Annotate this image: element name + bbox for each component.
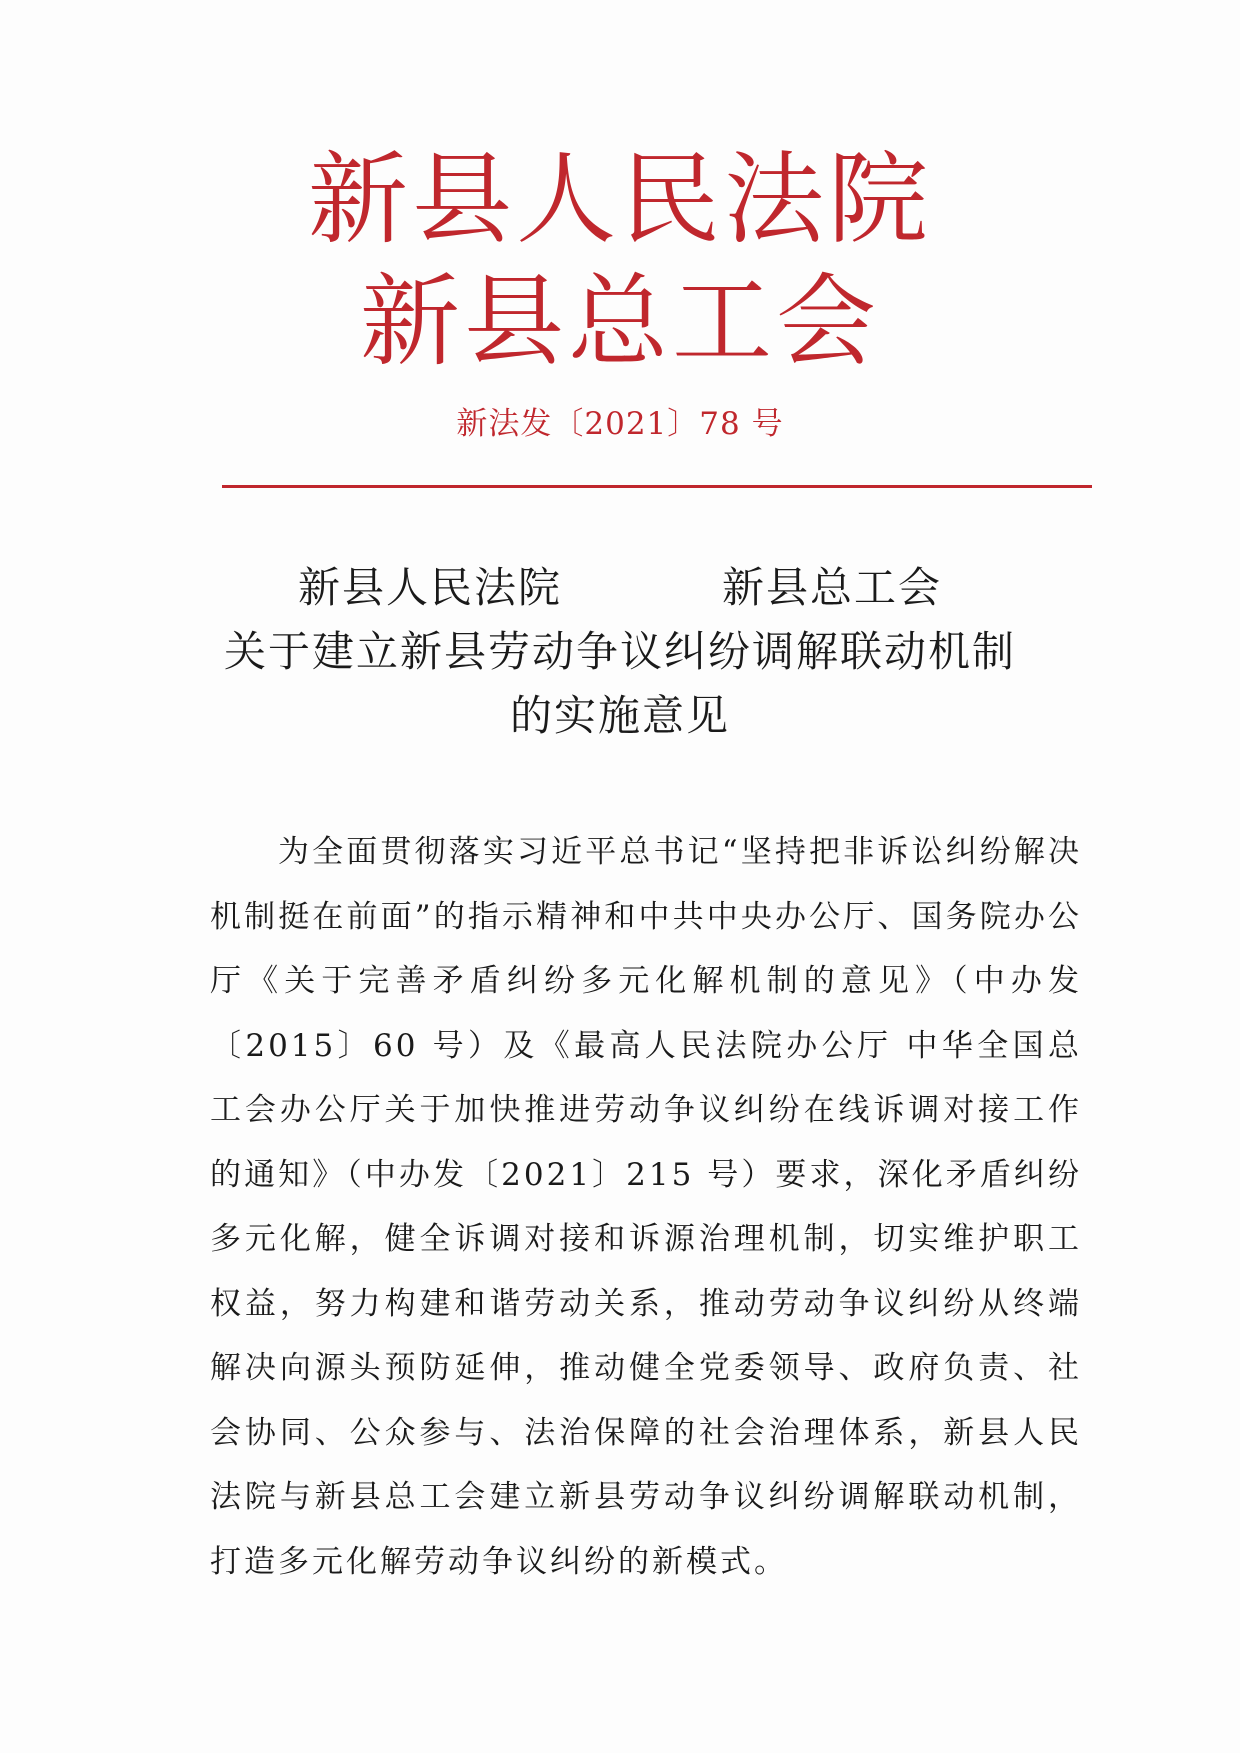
document-title-issuers (0, 560, 1240, 616)
title-org-court: 新县人民法院 (297, 563, 562, 612)
document-title-line-2: 关于建立新县劳动争议纠纷调解联动机制 (223, 627, 1016, 676)
document-number: 新法发〔2021〕78 号 (456, 406, 784, 442)
document-title-line-3: 的实施意见 (509, 691, 730, 740)
red-header-divider (222, 485, 1092, 488)
body-paragraph: 为全面贯彻落实习近平总书记“坚持把非诉讼纠纷解决机制挺在前面”的指示精神和中共中央办公厅、国务院办公厅《关于完善矛盾纠纷多元化解机制的意见》（中办发〔2015〕60 号）及《最高人民法院办公厅 中华全国总工会办公厅关于加快推进劳动争议纠纷在线诉调对接工作的通知》（中办发〔2021〕215 号）要求，深化矛盾纠纷多元化解，健全诉调对接和诉源治理机制，切实维护职工权益，努力构建和谐劳动关系，推动劳动争议纠纷从终端解决向源头预防延伸，推动健全党委领导、政府负责、社会协同、公众参与、法治保障的社会治理体系，新县人民法院与新县总工会建立新县劳动争议纠纷调解联动机制，打造多元化解劳动争议纠纷的新模式。 (210, 834, 1082, 1580)
issuer-name-court: 新县人民法院 (308, 141, 932, 258)
title-org-union: 新县总工会 (722, 563, 943, 612)
issuer-name-union: 新县总工会 (360, 263, 880, 380)
